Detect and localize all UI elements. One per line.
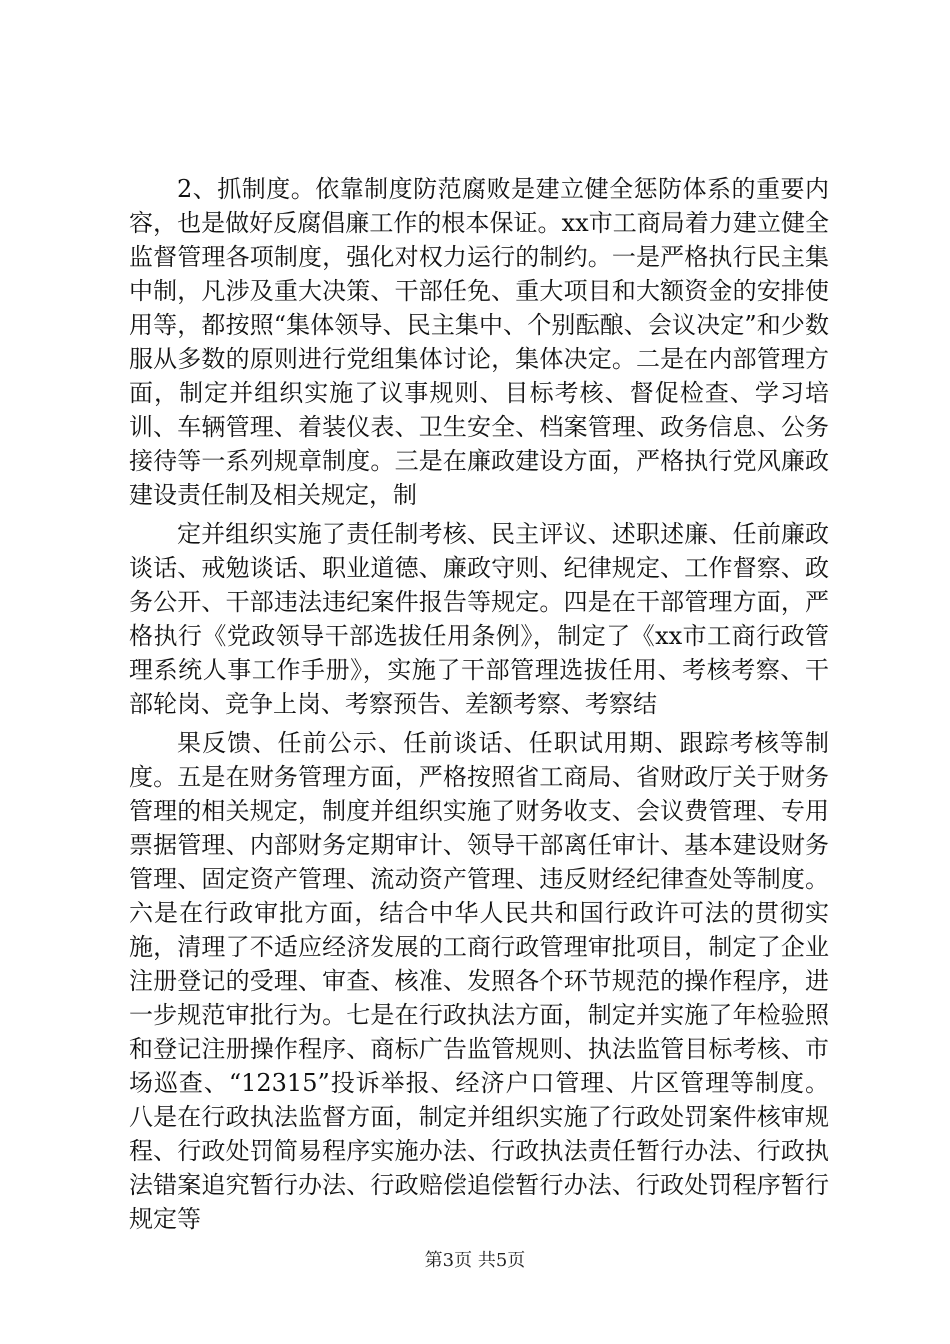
paragraph-2: 定并组织实施了责任制考核、民主评议、述职述廉、任前廉政谈话、戒勉谈话、职业道德、廉政守则、纪律规定、工作督察、政务公开、干部违法违纪案件报告等规定。四是在干部管理方面，严格执行《党政领导干部选拔任用条例》，制定了《xx市工商行政管理系统人事工作手册》，实施了干部管理选拔任用、考核考察、干部轮岗、竞争上岗、考察预告、差额考察、考察结 — [129, 520, 829, 718]
page-footer: 第3页 共5页 — [424, 1250, 526, 1271]
document-body — [129, 172, 829, 1236]
paragraph-1: 2、抓制度。依靠制度防范腐败是建立健全惩防体系的重要内容，也是做好反腐倡廉工作的根本保证。xx市工商局着力建立健全监督管理各项制度，强化对权力运行的制约。一是严格执行民主集中制，凡涉及重大决策、干部任免、重大项目和大额资金的安排使用等，都按照“集体领导、民主集中、个别酝酿、会议决定”和少数服从多数的原则进行党组集体讨论，集体决定。二是在内部管理方面，制定并组织实施了议事规则、目标考核、督促检查、学习培训、车辆管理、着装仪表、卫生安全、档案管理、政务信息、公务接待等一系列规章制度。三是在廉政建设方面，严格执行党风廉政建设责任制及相关规定，制 — [129, 175, 829, 509]
paragraph-3: 果反馈、任前公示、任前谈话、任职试用期、跟踪考核等制度。五是在财务管理方面，严格按照省工商局、省财政厅关于财务管理的相关规定，制度并组织实施了财务收支、会议费管理、专用票据管理、内部财务定期审计、领导干部离任审计、基本建设财务管理、固定资产管理、流动资产管理、违反财经纪律查处等制度。六是在行政审批方面，结合中华人民共和国行政许可法的贯彻实施，清理了不适应经济发展的工商行政管理审批项目，制定了企业注册登记的受理、审查、核准、发照各个环节规范的操作程序，进一步规范审批行为。七是在行政执法方面，制定并实施了年检验照和登记注册操作程序、商标广告监管规则、执法监管目标考核、市场巡查、“12315”投诉举报、经济户口管理、片区管理等制度。八是在行政执法监督方面，制定并组织实施了行政处罚案件核审规程、行政处罚简易程序实施办法、行政执法责任暂行办法、行政执法错案追究暂行办法、行政赔偿追偿暂行办法、行政处罚程序暂行规定等 — [129, 729, 829, 1233]
